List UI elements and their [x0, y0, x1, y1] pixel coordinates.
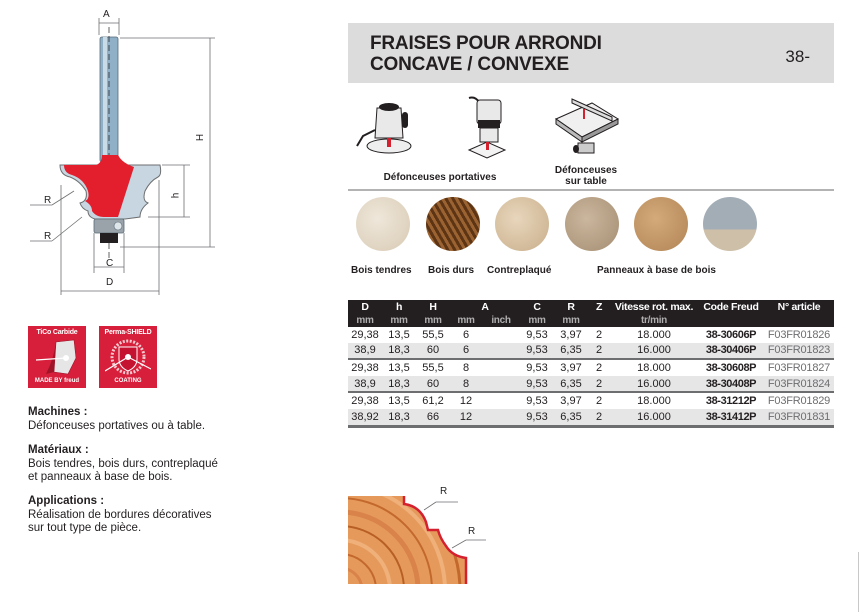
tico-badge-subtitle: MADE BY freud [34, 378, 80, 384]
cell-Z: 2 [588, 343, 610, 360]
section-divider [348, 189, 834, 191]
router-table-icon [552, 97, 620, 159]
cell-R: 6,35 [554, 376, 588, 393]
cell-article: F03FR01831 [764, 409, 834, 426]
cell-article: F03FR01823 [764, 343, 834, 360]
col-header-C: C [520, 300, 554, 314]
cell-A-mm: 6 [462, 328, 470, 341]
cell-D: 29,38 [348, 392, 382, 409]
materials-text-line2: et panneaux à base de bois. [28, 471, 173, 483]
cell-article: F03FR01824 [764, 376, 834, 393]
dimension-label-C: C [106, 258, 114, 269]
cell-h: 13,5 [382, 392, 416, 409]
dimension-label-R-lower: R [44, 231, 52, 242]
cell-C: 9,53 [520, 392, 554, 409]
col-header-H: H [416, 300, 450, 314]
applications-description [28, 495, 211, 536]
cell-A-inch [482, 327, 520, 343]
cell-A-mm: 8 [450, 376, 482, 393]
machine-label-table-line2: sur table [565, 176, 607, 187]
unit-H: mm [416, 314, 450, 327]
tico-carbide-badge [28, 326, 86, 388]
cell-R: 3,97 [554, 359, 588, 376]
dimension-label-A: A [103, 9, 110, 20]
cell-article: F03FR01826 [767, 328, 831, 341]
machines-description [28, 406, 205, 433]
cell-C: 9,53 [520, 409, 554, 426]
cell-h: 18,3 [382, 376, 416, 393]
cell-speed: 16.000 [610, 343, 698, 360]
cell-Z: 2 [588, 392, 610, 409]
col-header-code: Code Freud [698, 300, 764, 314]
cell-A-mm: 12 [450, 392, 482, 409]
table-row [348, 376, 834, 393]
material-chipboard-swatch [565, 197, 619, 251]
cell-code: 38-31212P [698, 392, 764, 409]
unit-code [698, 314, 764, 327]
cell-H: 66 [416, 409, 450, 426]
cell-D: 38,9 [348, 343, 382, 360]
cell-H: 60 [416, 343, 450, 360]
unit-Z [588, 314, 610, 327]
unit-article [764, 314, 834, 327]
materials-description [28, 444, 218, 485]
cell-Z: 2 [588, 376, 610, 393]
carbide-tip-icon [34, 338, 80, 376]
cell-H: 61,2 [416, 392, 450, 409]
cell-speed: 16.000 [610, 376, 698, 393]
shield-coating-icon [105, 337, 151, 377]
cell-h: 13,5 [388, 328, 410, 341]
cell-speed: 18.000 [637, 328, 671, 341]
cell-code: 38-30608P [698, 359, 764, 376]
cell-article: F03FR01829 [764, 392, 834, 409]
col-header-A: A [450, 300, 520, 314]
cell-A-inch [482, 392, 520, 409]
router-trim-icon [465, 94, 509, 162]
machines-heading: Machines : [28, 406, 88, 418]
cell-speed: 18.000 [610, 359, 698, 376]
table-row [348, 327, 834, 343]
cell-A-mm: 8 [450, 359, 482, 376]
router-bit-dimension-diagram [30, 5, 230, 295]
cell-article: F03FR01827 [764, 359, 834, 376]
cell-C: 9,53 [520, 359, 554, 376]
unit-D: mm [348, 314, 382, 327]
machine-label-portable: Défonceuses portatives [383, 172, 497, 183]
perma-badge-subtitle: COATING [114, 378, 142, 384]
dimension-label-h: h [170, 192, 182, 199]
cell-h: 13,5 [382, 359, 416, 376]
cell-H: 60 [416, 376, 450, 393]
col-header-speed: Vitesse rot. max. [610, 300, 698, 314]
col-header-Z: Z [588, 300, 610, 314]
specifications-table [348, 300, 834, 428]
page-edge-rule [858, 552, 859, 612]
cell-R: 3,97 [554, 392, 588, 409]
unit-A-inch: inch [482, 314, 520, 327]
material-softwood-swatch [356, 197, 410, 251]
page-number: 38- [785, 47, 810, 66]
machine-label-table [546, 165, 626, 187]
cell-R: 6,35 [554, 343, 588, 360]
unit-speed: tr/min [610, 314, 698, 327]
materials-text-line1: Bois tendres, bois durs, contreplaqué [28, 457, 218, 470]
cell-D: 38,92 [348, 409, 382, 426]
cell-A-mm: 6 [450, 343, 482, 360]
material-label-hardwood: Bois durs [428, 265, 475, 276]
table-units-row [348, 314, 834, 327]
cell-A-inch [482, 343, 520, 360]
table-row [348, 409, 834, 426]
cell-code: 38-30606P [705, 328, 757, 341]
cell-D: 29,38 [348, 359, 382, 376]
material-label-plywood: Contreplaqué [487, 265, 552, 276]
cell-H: 55,5 [422, 328, 444, 341]
cell-A-inch [482, 376, 520, 393]
router-plunge-icon [355, 94, 417, 156]
title-line-2: CONCAVE / CONVEXE [370, 54, 569, 75]
cell-speed: 16.000 [610, 409, 698, 426]
tico-badge-title: TiCo Carbide [36, 329, 78, 336]
table-row [348, 359, 834, 376]
cell-R: 6,35 [554, 409, 588, 426]
section-header-banner [348, 23, 834, 83]
cell-D: 38,9 [348, 376, 382, 393]
dimension-label-D: D [106, 277, 114, 288]
perma-shield-badge [99, 326, 157, 388]
col-header-h: h [382, 300, 416, 314]
col-header-D: D [348, 300, 382, 314]
applications-heading: Applications : [28, 495, 105, 507]
cell-code: 38-30406P [698, 343, 764, 360]
section-title [370, 33, 602, 75]
material-hardwood-swatch [426, 197, 480, 251]
cell-h: 18,3 [382, 409, 416, 426]
cell-code: 38-30408P [698, 376, 764, 393]
cell-speed: 18.000 [610, 392, 698, 409]
unit-A-mm: mm [450, 314, 482, 327]
title-line-1: FRAISES POUR ARRONDI [370, 33, 602, 54]
col-header-R: R [554, 300, 588, 314]
material-label-panels: Panneaux à base de bois [597, 265, 716, 276]
machine-label-table-line1: Défonceuses [554, 165, 618, 176]
cell-C: 9,53 [526, 328, 548, 341]
cell-D: 29,38 [351, 328, 379, 341]
profile-label-R-lower: R [468, 526, 476, 537]
cell-R: 3,97 [560, 328, 582, 341]
col-header-article: N° article [764, 300, 834, 314]
table-row [348, 392, 834, 409]
machines-text: Défonceuses portatives ou à table. [28, 419, 206, 432]
cell-C: 9,53 [520, 376, 554, 393]
cell-A-mm: 12 [450, 409, 482, 426]
applications-text-line2: sur tout type de pièce. [28, 522, 142, 534]
cell-code: 38-31412P [698, 409, 764, 426]
cell-Z: 2 [595, 328, 603, 341]
cell-Z: 2 [588, 359, 610, 376]
cell-H: 55,5 [416, 359, 450, 376]
dimension-label-R-upper: R [44, 195, 52, 206]
dimension-label-H: H [195, 133, 207, 142]
materials-heading: Matériaux : [28, 444, 89, 456]
cell-A-inch [482, 359, 520, 376]
unit-R: mm [554, 314, 588, 327]
material-melamine-swatch [703, 197, 757, 251]
perma-badge-title: Perma-SHIELD [104, 329, 152, 336]
cell-h: 18,3 [382, 343, 416, 360]
cell-A-inch [482, 409, 520, 426]
applications-text-line1: Réalisation de bordures décoratives [28, 508, 212, 521]
table-row [348, 343, 834, 360]
material-label-softwood: Bois tendres [351, 265, 412, 276]
profile-label-R-upper: R [440, 486, 448, 497]
cell-C: 9,53 [520, 343, 554, 360]
unit-h: mm [382, 314, 416, 327]
unit-C: mm [520, 314, 554, 327]
table-header-row [348, 300, 834, 314]
material-mdf-swatch [634, 197, 688, 251]
material-plywood-swatch [495, 197, 549, 251]
cell-Z: 2 [588, 409, 610, 426]
